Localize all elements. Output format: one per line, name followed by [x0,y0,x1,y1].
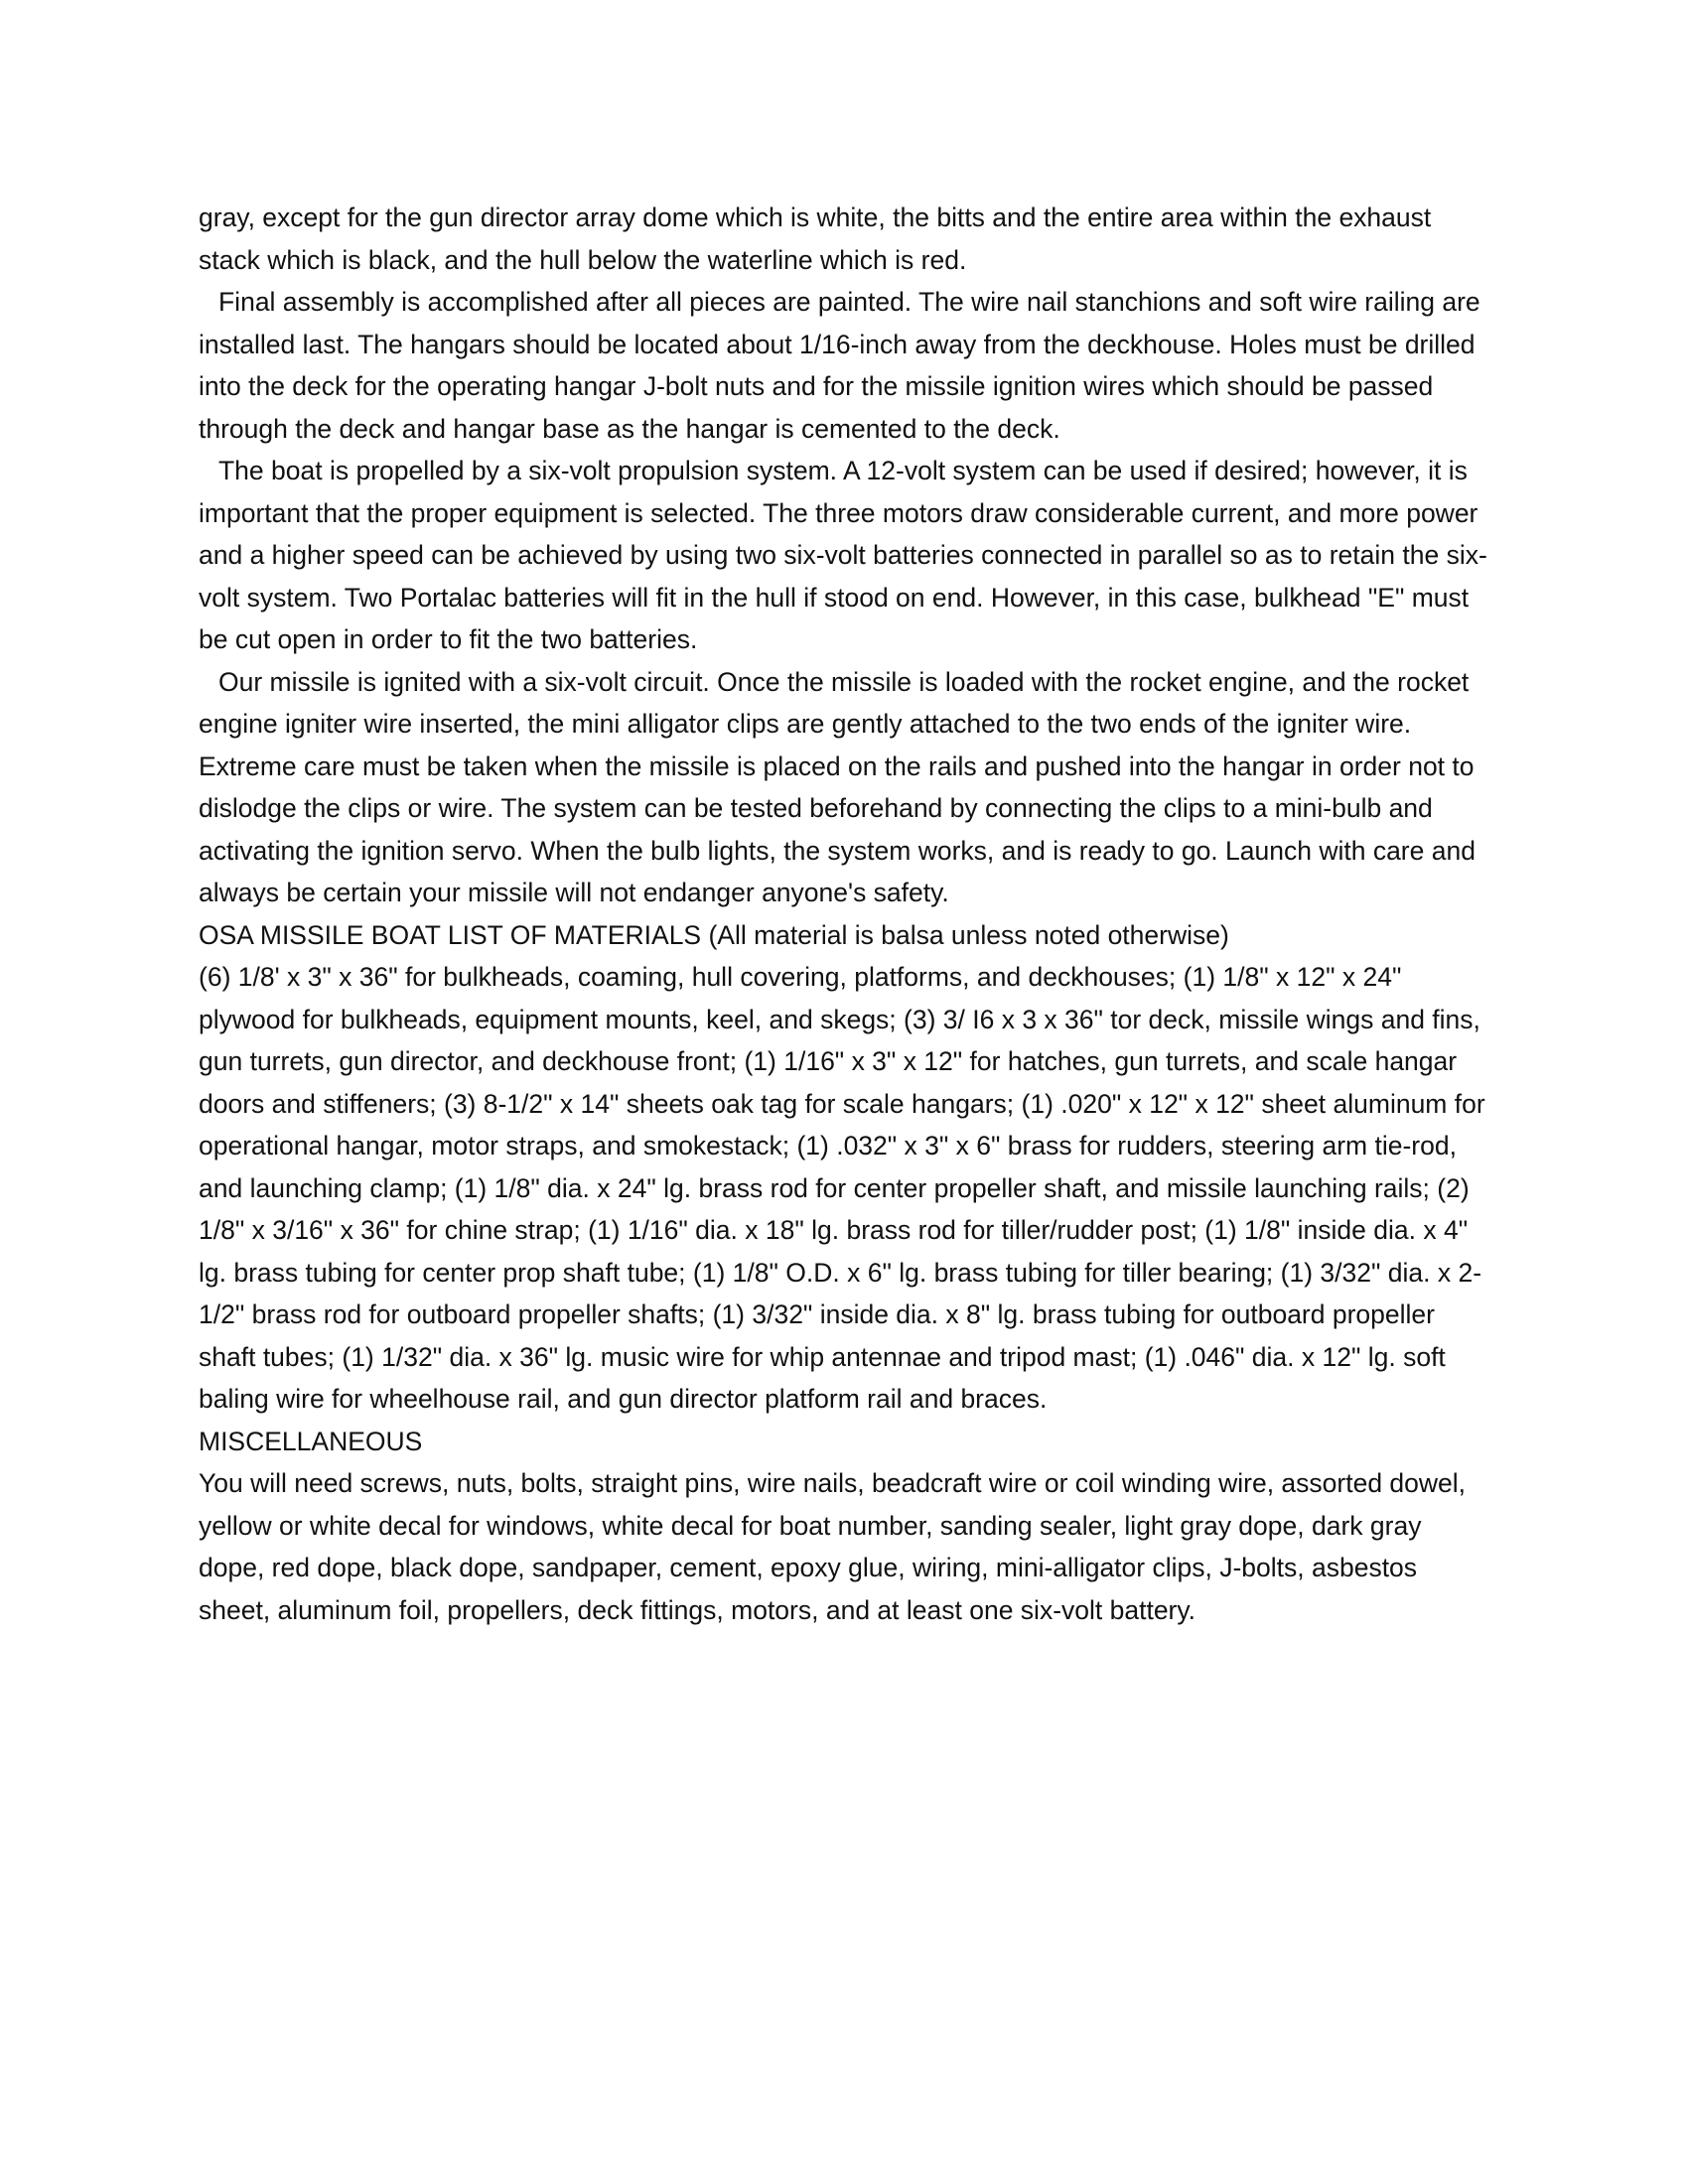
paragraph-paint-colors: gray, except for the gun director array dome which is white, the bitts and the entire area within the exhaust stack which is black, and the hull below the waterline which is red. [199,203,1432,275]
miscellaneous-heading: MISCELLANEOUS [199,1426,423,1456]
miscellaneous-list: You will need screws, nuts, bolts, straight pins, wire nails, beadcraft wire or coil winding wire, assorted dowel, yellow or white decal for windows, white decal for boat number, sanding sealer, light gray dope, dark gray dope, red dope, black dope, sandpaper, cement, epoxy glue, wiring, mini-alligator clips, J-bolts, asbestos sheet, aluminum foil, propellers, deck fittings, motors, and at least one six-volt battery. [199,1468,1467,1625]
paragraph-final-assembly: Final assembly is accomplished after all pieces are painted. The wire nail stanchions and soft wire railing are installed last. The hangars should be located about 1/16-inch away from the deckhouse. Holes must be drilled into the deck for the operating hangar J-bolt nuts and for the missile ignition wires which should be passed through the deck and hangar base as the hangar is cemented to the deck. [199,287,1480,444]
document-page [199,197,1491,1631]
paragraph-missile-ignition: Our missile is ignited with a six-volt circuit. Once the missile is loaded with the rocket engine, and the rocket engine igniter wire inserted, the mini alligator clips are gently attached to the two ends of the igniter wire. Extreme care must be taken when the missile is placed on the rails and pushed into the hangar in order not to dislodge the clips or wire. The system can be tested beforehand by connecting the clips to a mini-bulb and activating the ignition servo. When the bulb lights, the system works, and is ready to go. Launch with care and always be certain your missile will not endanger anyone's safety. [199,666,1476,907]
paragraph-propulsion: The boat is propelled by a six-volt propulsion system. A 12-volt system can be used if desired; however, it is important that the proper equipment is selected. The three motors draw considerable current, and more power and a higher speed can be achieved by using two six-volt batteries connected in parallel so as to retain the six-volt system. Two Portalac batteries will fit in the hull if stood on end. However, in this case, bulkhead "E" must be cut open in order to fit the two batteries. [199,456,1487,654]
materials-list: (6) 1/8' x 3" x 36" for bulkheads, coaming, hull covering, platforms, and deckhouses; (1) 1/8" x 12" x 24" plywood for bulkheads, equipment mounts, keel, and skegs; (3) 3/ I6 x 3 x 36" tor deck, missile wings and fins, gun turrets, gun director, and deckhouse front; (1) 1/16" x 3" x 12" for hatches, gun turrets, and scale hangar doors and stiffeners; (3) 8-1/2" x 14" sheets oak tag for scale hangars; (1) .020" x 12" x 12" sheet aluminum for operational hangar, motor straps, and smokestack; (1) .032" x 3" x 6" brass for rudders, steering arm tie-rod, and launching clamp; (1) 1/8" dia. x 24" lg. brass rod for center propeller shaft, and missile launching rails; (2) 1/8" x 3/16" x 36" for chine strap; (1) 1/16" dia. x 18" lg. brass rod for tiller/rudder post; (1) 1/8" inside dia. x 4" lg. brass tubing for center prop shaft tube; (1) 1/8" O.D. x 6" lg. brass tubing for tiller bearing; (1) 3/32" dia. x 2-1/2" brass rod for outboard propeller shafts; (1) 3/32" inside dia. x 8" lg. brass tubing for outboard propeller shaft tubes; (1) 1/32" dia. x 36" lg. music wire for whip antennae and tripod mast; (1) .046" dia. x 12" lg. soft baling wire for wheelhouse rail, and gun director platform rail and braces. [199,962,1485,1414]
materials-heading: OSA MISSILE BOAT LIST OF MATERIALS (All material is balsa unless noted otherwise) [199,919,1229,950]
